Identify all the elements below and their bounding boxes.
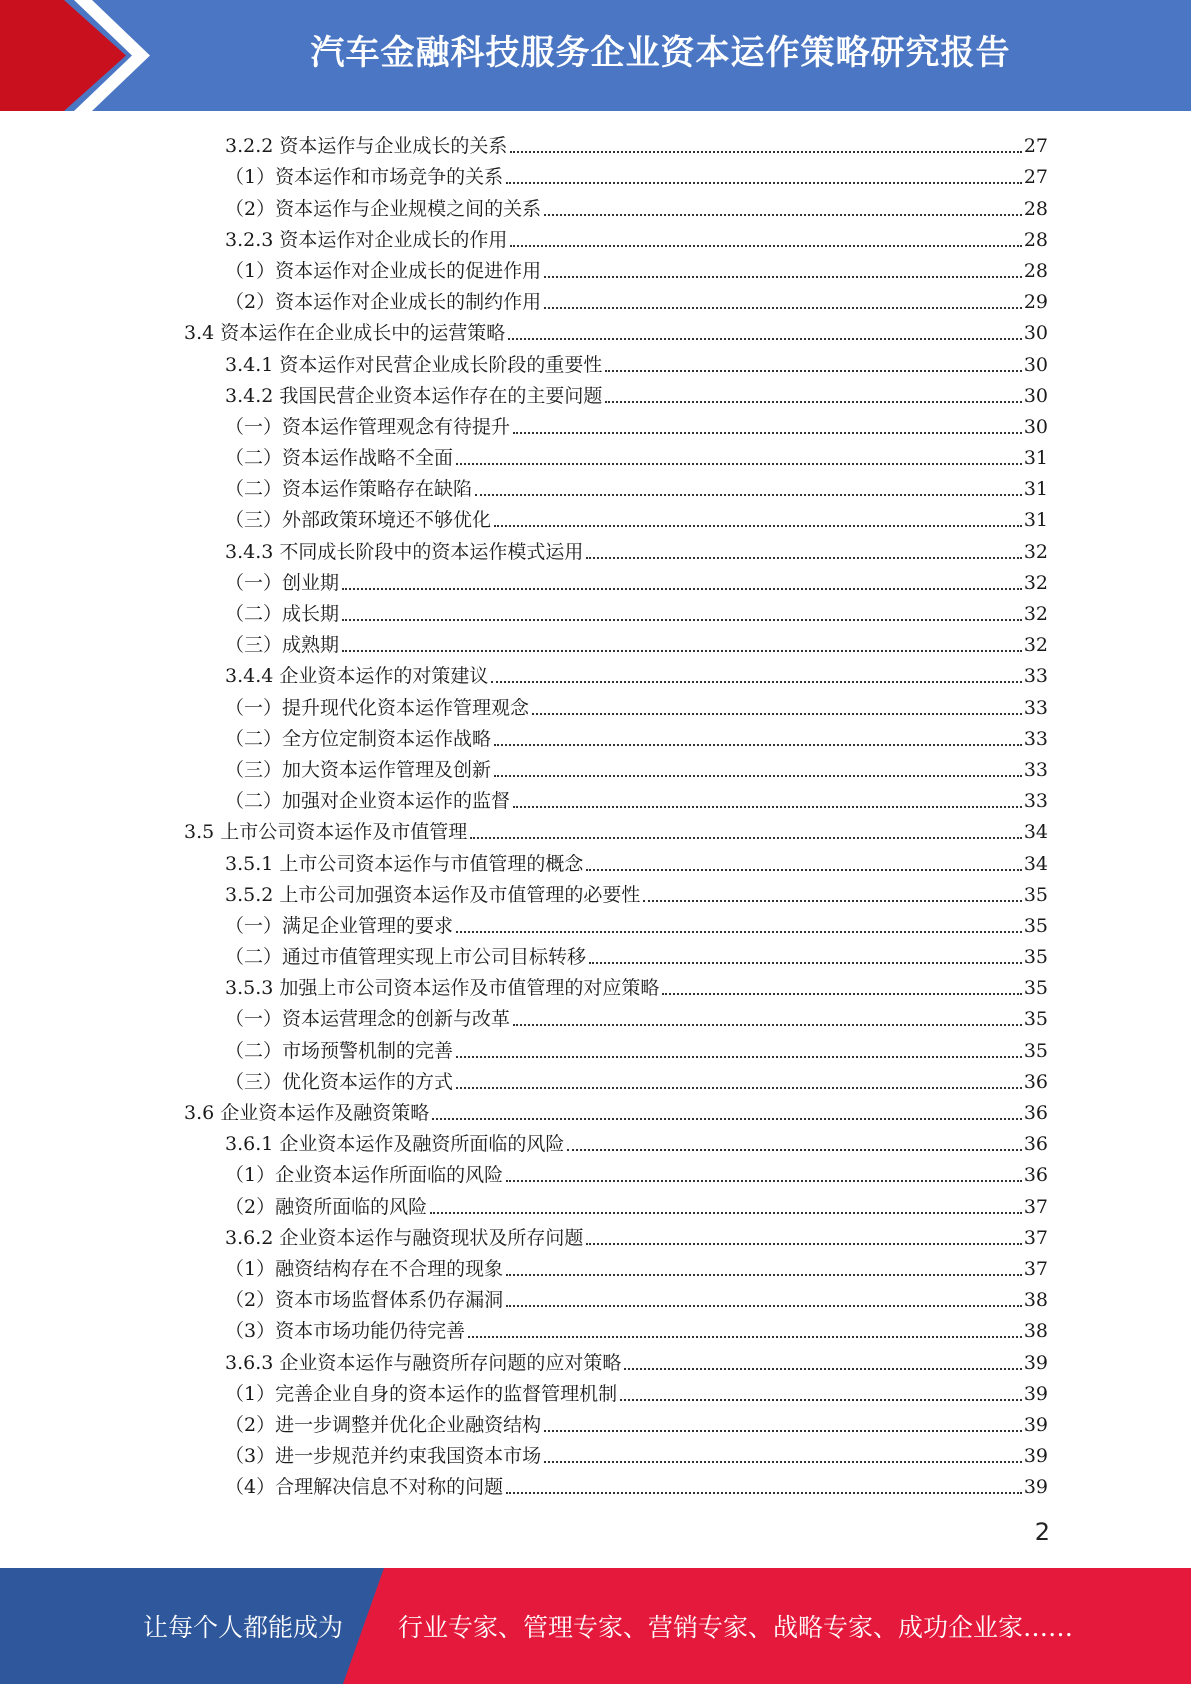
toc-entry-page: 33 [1023,665,1048,688]
toc-entry-page: 35 [1023,883,1048,906]
toc-entry-title: （二）资本运作策略存在缺陷 [225,478,473,501]
toc-entry-title: （3）进一步规范并约束我国资本市场 [225,1445,542,1468]
toc-entry-page: 39 [1023,1476,1048,1499]
toc-entry-page: 32 [1023,571,1048,594]
dot-leader [620,1399,1022,1401]
dot-leader [513,806,1022,808]
toc-entry[interactable] [0,907,1191,938]
toc-entry-page: 36 [1023,1102,1048,1124]
toc-entry[interactable] [0,688,1191,719]
toc-entry-page: 32 [1023,603,1048,625]
toc-entry[interactable] [0,1094,1191,1125]
toc-entry-title: 3.6.2 企业资本运作与融资现状及所存问题 [225,1226,584,1249]
toc-entry[interactable] [0,1031,1191,1062]
toc-entry-title: （1）资本运作对企业成长的促进作用 [225,259,542,282]
dot-leader [506,1492,1022,1494]
dot-leader [491,681,1021,683]
toc-entry-page: 34 [1023,852,1048,875]
dot-leader [544,1461,1022,1463]
toc-entry-title: （3）资本市场功能仍待完善 [225,1320,466,1343]
toc-entry[interactable] [0,1281,1191,1312]
dot-leader [624,1368,1021,1370]
toc-entry[interactable] [0,532,1191,563]
dot-leader [506,182,1022,184]
toc-entry[interactable] [0,1156,1191,1187]
toc-entry[interactable] [0,876,1191,907]
toc-entry[interactable] [0,377,1191,408]
dot-leader [532,713,1022,715]
toc-entry-title: （一）满足企业管理的要求 [225,914,454,937]
toc-entry[interactable] [0,501,1191,532]
toc-entry-page: 31 [1023,447,1048,470]
toc-entry-page: 38 [1023,1320,1048,1343]
toc-entry[interactable] [0,564,1191,595]
toc-entry-title: （2）资本运作与企业规模之间的关系 [225,197,542,220]
dot-leader [513,432,1022,434]
toc-entry-page: 29 [1023,291,1048,314]
toc-entry[interactable] [0,221,1191,252]
toc-entry-title: 3.4.1 资本运作对民营企业成长阶段的重要性 [225,353,603,376]
toc-entry[interactable] [0,1406,1191,1437]
dot-leader [342,619,1022,621]
dot-leader [586,557,1021,559]
dot-leader [432,1118,1022,1120]
toc-entry[interactable] [0,283,1191,314]
toc-entry-title: （二）成长期 [225,603,340,625]
toc-entry-title: 3.5.3 加强上市公司资本运作及市值管理的对应策略 [225,977,660,1000]
toc-entry[interactable] [0,345,1191,376]
toc-entry[interactable] [0,1187,1191,1218]
toc-entry[interactable] [0,1125,1191,1156]
toc-entry[interactable] [0,314,1191,345]
toc-entry-page: 35 [1023,914,1048,937]
toc-entry-title: 3.4.3 不同成长阶段中的资本运作模式运用 [225,540,584,563]
toc-entry-page: 33 [1023,790,1048,813]
toc-entry-page: 39 [1023,1351,1048,1374]
dot-leader [544,1430,1022,1432]
toc-entry-title: 3.2.2 资本运作与企业成长的关系 [225,135,508,158]
page-header [0,0,1191,111]
table-of-contents [0,127,1191,1499]
toc-entry-title: （二）加强对企业资本运作的监督 [225,790,511,813]
dot-leader [506,1180,1022,1182]
toc-entry[interactable] [0,657,1191,688]
toc-entry-page: 39 [1023,1382,1048,1405]
dot-leader [662,993,1021,995]
dot-leader [544,307,1022,309]
toc-entry-page: 33 [1023,696,1048,719]
dot-leader [544,276,1022,278]
toc-entry-title: （2）融资所面临的风险 [225,1195,428,1218]
footer-slogan-left: 让每个人都能成为 [143,1613,344,1642]
toc-entry-title: （一）资本运营理念的创新与改革 [225,1008,511,1031]
toc-entry-title: （2）进一步调整并优化企业融资结构 [225,1413,542,1436]
toc-entry-title: （一）资本运作管理观念有待提升 [225,415,511,438]
toc-entry-page: 35 [1023,1039,1048,1062]
toc-entry[interactable] [0,813,1191,844]
toc-entry-title: 3.5.1 上市公司资本运作与市值管理的概念 [225,852,584,875]
dot-leader [586,869,1021,871]
toc-entry-title: （二）通过市值管理实现上市公司目标转移 [225,946,587,969]
toc-entry-title: （三）优化资本运作的方式 [225,1070,454,1093]
toc-entry-page: 36 [1023,1164,1048,1187]
toc-entry-page: 33 [1023,758,1048,781]
toc-entry-page: 34 [1023,821,1048,844]
dot-leader [567,1149,1021,1151]
toc-entry-title: （三）外部政策环境还不够优化 [225,509,492,532]
toc-entry-page: 36 [1023,1070,1048,1093]
dot-leader [494,775,1022,777]
page-footer [0,1568,1191,1684]
dot-leader [456,1056,1022,1058]
dot-leader [468,1336,1022,1338]
toc-entry-title: 3.4.4 企业资本运作的对策建议 [225,665,489,688]
dot-leader [510,151,1021,153]
toc-entry-page: 32 [1023,540,1048,563]
toc-entry-title: （二）市场预警机制的完善 [225,1039,454,1062]
dot-leader [586,1243,1021,1245]
toc-entry-page: 39 [1023,1413,1048,1436]
dot-leader [342,588,1022,590]
toc-entry-title: 3.6.1 企业资本运作及融资所面临的风险 [225,1133,565,1156]
toc-entry-title: （二）全方位定制资本运作战略 [225,727,492,750]
toc-entry-page: 28 [1023,259,1048,282]
toc-entry-page: 30 [1023,322,1048,345]
toc-entry-title: （1）完善企业自身的资本运作的监督管理机制 [225,1382,618,1405]
toc-entry[interactable] [0,1000,1191,1031]
dot-leader [510,245,1021,247]
toc-entry-page: 30 [1023,415,1048,438]
toc-entry-page: 37 [1023,1226,1048,1249]
toc-entry-title: （1）企业资本运作所面临的风险 [225,1164,504,1187]
toc-entry-page: 27 [1023,166,1048,189]
toc-entry[interactable] [0,127,1191,158]
toc-entry[interactable] [0,844,1191,875]
toc-entry[interactable] [0,1343,1191,1374]
dot-leader [544,214,1022,216]
dot-leader [508,338,1022,340]
toc-entry[interactable] [0,439,1191,470]
dot-leader [430,1212,1022,1214]
toc-entry-title: （4）合理解决信息不对称的问题 [225,1476,504,1499]
toc-entry-page: 36 [1023,1133,1048,1156]
toc-entry-page: 30 [1023,384,1048,407]
toc-entry-title: （一）提升现代化资本运作管理观念 [225,696,530,719]
toc-entry[interactable] [0,1468,1191,1499]
toc-entry-page: 33 [1023,727,1048,750]
toc-entry-title: 3.4.2 我国民营企业资本运作存在的主要问题 [225,384,603,407]
toc-entry-title: 3.2.3 资本运作对企业成长的作用 [225,228,508,251]
toc-entry[interactable] [0,595,1191,626]
toc-entry[interactable] [0,938,1191,969]
footer-slogan-right: 行业专家、管理专家、营销专家、战略专家、成功企业家…… [398,1613,1074,1642]
toc-entry-page: 30 [1023,353,1048,376]
dot-leader [605,370,1021,372]
toc-entry-title: （二）资本运作战略不全面 [225,447,454,470]
toc-entry-page: 39 [1023,1445,1048,1468]
toc-entry-page: 35 [1023,946,1048,969]
dot-leader [456,931,1022,933]
dot-leader [456,463,1022,465]
dot-leader [605,401,1021,403]
toc-entry-title: （三）成熟期 [225,634,340,657]
toc-entry-title: 3.4 资本运作在企业成长中的运营策略 [184,322,506,345]
toc-entry-title: 3.6.3 企业资本运作与融资所存问题的应对策略 [225,1351,622,1374]
dot-leader [589,962,1022,964]
toc-entry[interactable] [0,1375,1191,1406]
toc-entry[interactable] [0,1437,1191,1468]
toc-entry-title: （三）加大资本运作管理及创新 [225,758,492,781]
toc-entry-title: （一）创业期 [225,571,340,594]
toc-entry[interactable] [0,720,1191,751]
dot-leader [342,650,1022,652]
dot-leader [494,744,1022,746]
toc-entry-page: 38 [1023,1289,1048,1312]
toc-entry-title: （2）资本市场监督体系仍存漏洞 [225,1289,504,1312]
dot-leader [506,1305,1022,1307]
toc-entry-page: 27 [1023,135,1048,158]
dot-leader [506,1274,1022,1276]
toc-entry[interactable] [0,158,1191,189]
toc-entry[interactable] [0,189,1191,220]
toc-entry-page: 31 [1023,509,1048,532]
toc-entry-page: 37 [1023,1257,1048,1280]
toc-entry-page: 37 [1023,1195,1048,1218]
dot-leader [475,494,1022,496]
toc-entry[interactable] [0,408,1191,439]
toc-entry[interactable] [0,1063,1191,1094]
toc-entry-page: 31 [1023,478,1048,501]
page-number: 2 [1034,1518,1050,1546]
toc-entry-page: 35 [1023,977,1048,1000]
toc-entry[interactable] [0,252,1191,283]
toc-entry-title: 3.5 上市公司资本运作及市值管理 [184,821,468,844]
toc-entry[interactable] [0,1250,1191,1281]
toc-entry-page: 32 [1023,634,1048,657]
dot-leader [470,837,1022,839]
document-title: 汽车金融科技服务企业资本运作策略研究报告 [310,33,1011,73]
toc-entry-title: （1）资本运作和市场竞争的关系 [225,166,504,189]
toc-entry[interactable] [0,470,1191,501]
toc-entry-title: （1）融资结构存在不合理的现象 [225,1257,504,1280]
toc-entry-page: 28 [1023,197,1048,220]
toc-entry[interactable] [0,1312,1191,1343]
toc-entry[interactable] [0,751,1191,782]
toc-entry[interactable] [0,782,1191,813]
toc-entry[interactable] [0,626,1191,657]
toc-entry[interactable] [0,1219,1191,1250]
toc-entry[interactable] [0,969,1191,1000]
toc-entry-title: （2）资本运作对企业成长的制约作用 [225,291,542,314]
dot-leader [494,525,1022,527]
toc-entry-page: 35 [1023,1008,1048,1031]
toc-entry-page: 28 [1023,228,1048,251]
toc-entry-title: 3.5.2 上市公司加强资本运作及市值管理的必要性 [225,883,641,906]
toc-entry-title: 3.6 企业资本运作及融资策略 [184,1102,430,1124]
dot-leader [643,900,1021,902]
dot-leader [456,1087,1022,1089]
dot-leader [513,1024,1022,1026]
